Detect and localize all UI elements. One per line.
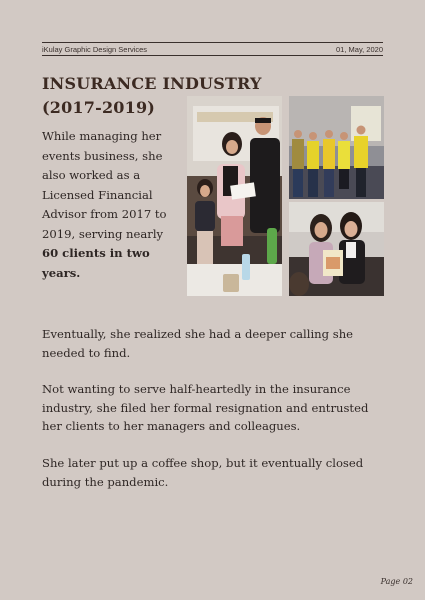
- page-header: [42, 42, 383, 56]
- colleagues-photo: [289, 202, 384, 296]
- intro-highlight: 60 clients in two years.: [42, 246, 150, 280]
- header-date: 01, May, 2020: [336, 44, 383, 54]
- title-line-1: INSURANCE INDUSTRY: [42, 74, 262, 93]
- company-name: iKulay Graphic Design Services: [42, 44, 148, 54]
- paragraph-2: Not wanting to serve half-heartedly in the insurance industry, she filed her formal resignation and entrusted her clients to her managers and colleagues.: [42, 382, 369, 433]
- intro-paragraph: [42, 127, 182, 283]
- title-line-2: (2017-2019): [42, 98, 156, 117]
- paragraph-1: Eventually, she realized she had a deeper calling she needed to find.: [42, 327, 354, 360]
- intro-text: While managing her events business, she also worked as a Licensed Financial Advisor from 2017 to 2019, serving nearly: [42, 129, 167, 241]
- page-number: Page 02: [380, 577, 413, 586]
- paragraph-3: She later put up a coffee shop, but it eventually closed during the pandemic.: [42, 456, 364, 489]
- award-photo: [187, 96, 282, 296]
- group-photo: [289, 96, 384, 199]
